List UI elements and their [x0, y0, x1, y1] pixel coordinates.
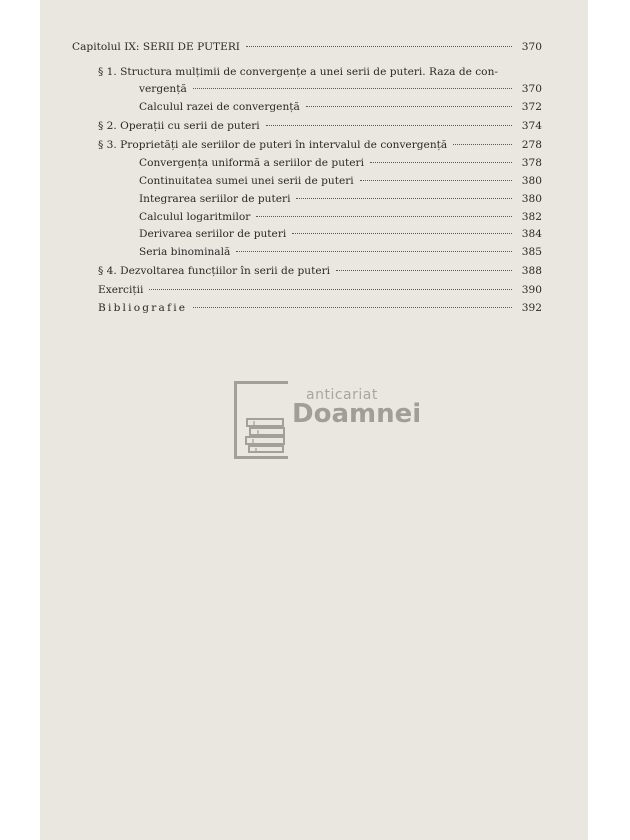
- toc-entry-title: § 1. Structura mulțimii de convergențe a unei serii de puteri. Raza de con-: [98, 66, 498, 78]
- toc-entry-title: § 3. Proprietăți ale seriilor de puteri în intervalul de convergență: [98, 139, 448, 151]
- dot-leader: [256, 216, 511, 217]
- toc-entry-page: 378: [521, 157, 542, 169]
- toc-entry-title: Calculul razei de convergență: [139, 101, 300, 113]
- dot-leader: [193, 88, 512, 89]
- toc-entry-title: Convergența uniformă a seriilor de puteri: [139, 157, 364, 169]
- watermark-logo: [234, 381, 474, 461]
- toc-entry-page: 392: [521, 302, 542, 314]
- toc-entry-title: Bibliografie: [98, 302, 188, 314]
- watermark-brand-text: Doamnei: [292, 399, 422, 429]
- toc-section-3: [98, 139, 542, 152]
- toc-subsection: [139, 101, 542, 114]
- toc-section-2: [98, 120, 542, 133]
- toc-entry-page: 372: [521, 101, 542, 113]
- dot-leader: [236, 251, 511, 252]
- toc-entry-title: Exerciții: [98, 284, 144, 296]
- toc-entry-title: § 2. Operații cu serii de puteri: [98, 120, 260, 132]
- toc-entry-title: Integrarea seriilor de puteri: [139, 193, 291, 205]
- toc-entry-page: 380: [521, 175, 542, 187]
- toc-subsection: [139, 193, 542, 206]
- toc-entry-title: Continuitatea sumei unei serii de puteri: [139, 175, 354, 187]
- toc-entry-page: 278: [521, 139, 542, 151]
- toc-entry-title: § 4. Dezvoltarea funcțiilor în serii de puteri: [98, 265, 331, 277]
- toc-entry-page: 382: [521, 211, 542, 223]
- toc-section-1-continued: [139, 83, 542, 96]
- toc-entry-page: 374: [521, 120, 542, 132]
- toc-entry-title: vergență: [139, 83, 187, 95]
- dot-leader: [266, 125, 512, 126]
- dot-leader: [453, 144, 512, 145]
- toc-subsection: [139, 175, 542, 188]
- dot-leader: [193, 307, 512, 308]
- toc-entry-title: Calculul logaritmilor: [139, 211, 251, 223]
- toc-subsection: [139, 157, 542, 170]
- toc-chapter-heading: [72, 41, 542, 54]
- toc-entry-page: 388: [521, 265, 542, 277]
- dot-leader: [296, 198, 511, 199]
- toc-entry-title: Capitolul IX: SERII DE PUTERI: [72, 41, 240, 53]
- books-stack-icon: [244, 415, 290, 453]
- toc-entry-page: 390: [521, 284, 542, 296]
- dot-leader: [336, 270, 512, 271]
- dot-leader: [149, 289, 511, 290]
- toc-subsection: [139, 246, 542, 259]
- toc-exercises: [98, 284, 542, 297]
- dot-leader: [292, 233, 511, 234]
- toc-section-4: [98, 265, 542, 278]
- toc-entry-page: 380: [521, 193, 542, 205]
- watermark-small-text: anticariat: [306, 387, 378, 403]
- toc-subsection: [139, 211, 542, 224]
- toc-subsection: [139, 228, 542, 241]
- toc-bibliography: [98, 302, 542, 315]
- dot-leader: [306, 106, 512, 107]
- book-page: [40, 0, 588, 840]
- toc-entry-page: 370: [521, 41, 542, 53]
- toc-entry-title: Seria binominală: [139, 246, 231, 258]
- toc-entry-title: Derivarea seriilor de puteri: [139, 228, 287, 240]
- toc-entry-page: 384: [521, 228, 542, 240]
- toc-entry-page: 370: [521, 83, 542, 95]
- toc-section-1: [98, 66, 542, 79]
- dot-leader: [370, 162, 512, 163]
- toc-entry-page: 385: [521, 246, 542, 258]
- dot-leader: [360, 180, 512, 181]
- dot-leader: [246, 46, 512, 47]
